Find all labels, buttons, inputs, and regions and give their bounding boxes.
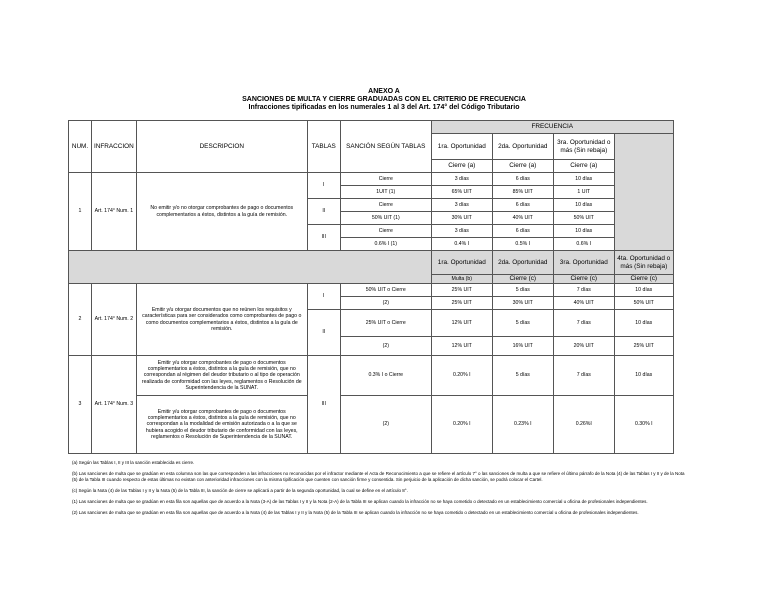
row2-descripcion: Emitir y/u otorgar documentos que no reúnen los requisitos y características para ser considerados como comprobantes de pago o como documentos complementarios a éstos, distintos a la guía de remisión. xyxy=(136,284,307,356)
header2-c4: Cierre (c) xyxy=(614,275,673,284)
table-cell: 25% UIT xyxy=(431,297,492,310)
table-cell: Cierre xyxy=(340,173,431,186)
row2-tabla-i: I xyxy=(307,284,340,310)
table-cell: 6 días xyxy=(492,199,553,212)
table-cell: 7 días xyxy=(553,356,614,396)
table-cell: 50% UIT o Cierre xyxy=(340,284,431,297)
header-descripcion: DESCRIPCION xyxy=(136,121,307,173)
table-cell: 6 días xyxy=(492,173,553,186)
table-cell: 25% UIT xyxy=(431,284,492,297)
table-cell: 0.26%I xyxy=(553,396,614,454)
table-cell: 85% UIT xyxy=(492,186,553,199)
table-cell: 25% UIT o Cierre xyxy=(340,310,431,337)
table-cell: 30% UIT xyxy=(492,297,553,310)
table-cell: 5 días xyxy=(492,356,553,396)
header2-op1: 1ra. Oportunidad xyxy=(431,251,492,275)
table-cell: 12% UIT xyxy=(431,337,492,356)
table-cell: 3 días xyxy=(431,199,492,212)
table-cell: (2) xyxy=(340,396,431,454)
table-cell: 25% UIT xyxy=(614,337,673,356)
header-op3: 3ra. Oportunidad o más (Sin rebaja) xyxy=(553,134,614,160)
header-tablas: TABLAS xyxy=(307,121,340,173)
header-frecuencia: FRECUENCIA xyxy=(431,121,673,134)
header-num: NUM. xyxy=(69,121,92,173)
table-cell: 0.20% I xyxy=(431,396,492,454)
table-cell: 5 días xyxy=(492,284,553,297)
footnotes xyxy=(72,460,688,521)
table-cell: 10 días xyxy=(553,225,614,238)
row3-infraccion: Art. 174° Num. 3 xyxy=(92,356,137,454)
table-cell: 10 días xyxy=(553,173,614,186)
blank-cell xyxy=(614,134,673,251)
table-cell: 7 días xyxy=(553,284,614,297)
separator-band xyxy=(69,251,432,284)
row2-infraccion: Art. 174° Num. 2 xyxy=(92,284,137,356)
table-cell: 0.23% I xyxy=(492,396,553,454)
footnote: (a) Según las Tablas I, II y III la sanción establecida es cierre. xyxy=(72,460,195,465)
table-cell: 0.6% I (1) xyxy=(340,238,431,251)
table-cell: 0.6% I xyxy=(553,238,614,251)
table-cell: 50% UIT (1) xyxy=(340,212,431,225)
table-cell: 1UIT (1) xyxy=(340,186,431,199)
document-titles xyxy=(0,88,768,113)
table-cell: 65% UIT xyxy=(431,186,492,199)
header2-op2: 2da. Oportunidad xyxy=(492,251,553,275)
table-cell: 40% UIT xyxy=(553,297,614,310)
footnote: (b) Las sanciones de multa que se gradúan en esta columna son las que corresponden a las infracciones no reconocidas por el infractor mediante el Acta de Reconocimiento a que se refiere el artículo 7° o las sanciones de multa a que se refiere el último párrafo de la Nota (4) de las Tablas I y II y de la Nota (5) de la Tabla III cuando respecto de estas últimas no existan con anterioridad infracciones con la misma tipificación que cuenten con sanción firme y consentida. Sin perjuicio de la aplicación de dicha sanción, se podrá colocar el Cartel. xyxy=(72,470,685,483)
row3-num: 3 xyxy=(69,356,92,454)
table-cell: (2) xyxy=(340,337,431,356)
annex-subtitle-2: Infracciones tipificadas en los numerales 1 al 3 del Art. 174° del Código Tributario xyxy=(248,104,520,112)
row1-tabla-iii: III xyxy=(307,225,340,251)
table-cell: 0.3% I o Cierre xyxy=(340,356,431,396)
header2-c2: Cierre (c) xyxy=(492,275,553,284)
header2-c1: Multa (b) xyxy=(431,275,492,284)
row3-descripcion-2: Emitir y/u otorgar comprobantes de pago o documentos complementarios a éstos, distintos a la guía de remisión, que no correspondan a la modalidad de emisión autorizada o a la que se hubiera acogido el deudor tributario de conformidad con las leyes, reglamentos o Resolución de Superintendencia de la SUNAT. xyxy=(136,396,307,454)
row3-descripcion-1: Emitir y/u otorgar comprobantes de pago o documentos complementarios a éstos, distintos a la guía de remisión, que no correspondan al régimen del deudor tributario o al tipo de operación realizada de conformidad con las leyes, reglamentos o Resolución de Superintendencia de la SUNAT. xyxy=(136,356,307,396)
footnote: (1) Las sanciones de multa que se gradúan en esta fila son aquellas que de acuerdo a la Nota (3-A) de las Tablas I y II y la Nota (2-A) de la Tabla III se aplican cuando la infracción no se haya cometido o detectado en un establecimiento comercial u oficina de profesionales independientes. xyxy=(72,499,648,505)
header-c2: Cierre (a) xyxy=(492,160,553,173)
header2-op3: 3ra. Oportunidad xyxy=(553,251,614,275)
annex-title: ANEXO A xyxy=(368,88,400,95)
table-cell: Cierre xyxy=(340,199,431,212)
sanctions-table xyxy=(68,120,674,454)
table-cell: 40% UIT xyxy=(492,212,553,225)
row1-num: 1 xyxy=(69,173,92,251)
table-cell: 3 días xyxy=(431,173,492,186)
header-op1: 1ra. Oportunidad xyxy=(431,134,492,160)
header2-op4: 4ta. Oportunidad o más (Sin rebaja) xyxy=(614,251,673,275)
table-cell: (2) xyxy=(340,297,431,310)
footnote: (c) Según la Nota (4) de las Tablas I y II y la Nota (5) de la Tabla III, la sanción de cierre se aplicará a partir de la segunda oportunidad, la cual se define en el artículo 8°. xyxy=(72,488,408,494)
row3-tabla-iii: III xyxy=(307,356,340,454)
table-cell: 30% UIT xyxy=(431,212,492,225)
header-sancion: SANCIÓN SEGÚN TABLAS xyxy=(340,121,431,173)
table-cell: 0.4% I xyxy=(431,238,492,251)
row1-tabla-i: I xyxy=(307,173,340,199)
table-cell: 0.30% I xyxy=(614,396,673,454)
table-cell: 3 días xyxy=(431,225,492,238)
annex-subtitle: SANCIONES DE MULTA Y CIERRE GRADUADAS CON EL CRITERIO DE FRECUENCIA xyxy=(242,96,526,104)
table-cell: 0.5% I xyxy=(492,238,553,251)
row2-tabla-ii: II xyxy=(307,310,340,356)
table-cell: Cierre xyxy=(340,225,431,238)
table-cell: 12% UIT xyxy=(431,310,492,337)
table-cell: 10 días xyxy=(614,284,673,297)
table-cell: 50% UIT xyxy=(614,297,673,310)
header-op2: 2da. Oportunidad xyxy=(492,134,553,160)
row1-tabla-ii: II xyxy=(307,199,340,225)
row1-descripcion: No emitir y/o no otorgar comprobantes de pago o documentos complementarios a éstos, distintos a la guía de remisión. xyxy=(136,173,307,251)
table-cell: 20% UIT xyxy=(553,337,614,356)
table-cell: 6 días xyxy=(492,225,553,238)
footnote: (2) Las sanciones de multa que se gradúan en esta fila son aquellas que de acuerdo a la Nota (4) de las Tablas I y II y la Nota (5) de la Tabla III se aplican cuando la infracción no se haya cometido o detectado en un establecimiento comercial u oficina de profesionales independientes. xyxy=(72,510,639,516)
header-c3: Cierre (a) xyxy=(553,160,614,173)
table-cell: 50% UIT xyxy=(553,212,614,225)
row1-infraccion: Art. 174° Num. 1 xyxy=(92,173,137,251)
header-c1: Cierre (a) xyxy=(431,160,492,173)
header2-c3: Cierre (c) xyxy=(553,275,614,284)
table-cell: 10 días xyxy=(614,310,673,337)
table-cell: 1 UIT xyxy=(553,186,614,199)
row2-num: 2 xyxy=(69,284,92,356)
header-infraccion: INFRACCION xyxy=(92,121,137,173)
table-cell: 10 días xyxy=(614,356,673,396)
table-cell: 10 días xyxy=(553,199,614,212)
table-cell: 7 días xyxy=(553,310,614,337)
table-cell: 0.20% I xyxy=(431,356,492,396)
table-cell: 16% UIT xyxy=(492,337,553,356)
table-cell: 5 días xyxy=(492,310,553,337)
